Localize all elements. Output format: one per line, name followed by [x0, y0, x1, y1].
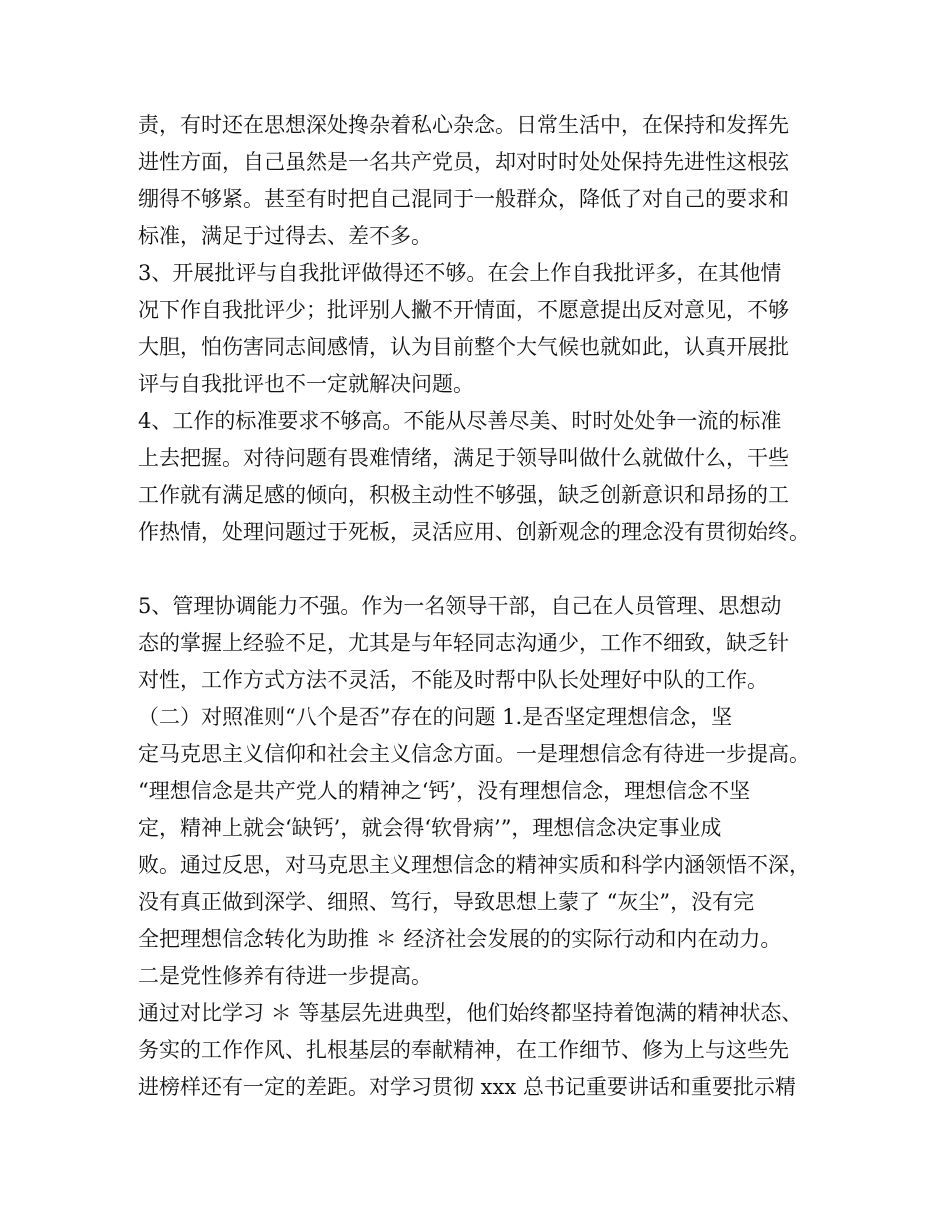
text-line: 况下作自我批评少；批评别人撇不开情面，不愿意提出反对意见，不够: [138, 298, 789, 322]
blank-line: [138, 551, 818, 588]
text-line: 绷得不够紧。甚至有时把自己混同于一般群众，降低了对自己的要求和: [138, 187, 789, 211]
text-line: 大胆，怕伤害同志间感情，认为目前整个大气候也就如此，认真开展批: [138, 335, 789, 359]
text-line: 进榜样还有一定的差距。对学习贯彻 xxx 总书记重要讲话和重要批示精: [138, 1075, 796, 1099]
text-line: 3、开展批评与自我批评做得还不够。在会上作自我批评多，在其他情: [138, 261, 782, 285]
text-line: 工作就有满足感的倾向，积极主动性不够强，缺乏创新意识和昂扬的工: [138, 483, 789, 507]
text-line: 5、管理协调能力不强。作为一名领导干部，自己在人员管理、思想动: [138, 594, 782, 618]
document-body: [138, 107, 818, 1106]
text-line: 4、工作的标准要求不够高。不能从尽善尽美、时时处处争一流的标准: [138, 409, 782, 433]
text-line: （二）对照准则“八个是否”存在的问题 1.是否坚定理想信念，坚: [138, 705, 733, 729]
text-line: “理想信念是共产党人的精神之‘钙’，没有理想信念，理想信念不坚: [138, 779, 751, 803]
text-line: 作热情，处理问题过于死板，灵活应用、创新观念的理念没有贯彻始终。: [138, 520, 810, 544]
text-line: 务实的工作作风、扎根基层的奉献精神，在工作细节、修为上与这些先: [138, 1038, 789, 1062]
text-line: 通过对比学习 ＊ 等基层先进典型，他们始终都坚持着饱满的精神状态、: [138, 1001, 803, 1025]
text-line: 责，有时还在思想深处搀杂着私心杂念。日常生活中，在保持和发挥先: [138, 113, 789, 137]
text-line: 对性，工作方式方法不灵活，不能及时帮中队长处理好中队的工作。: [138, 668, 768, 692]
text-line: 没有真正做到深学、细照、笃行，导致思想上蒙了 “灰尘”，没有完: [138, 890, 755, 914]
text-line: 标准，满足于过得去、差不多。: [138, 224, 432, 248]
text-line: 二是党性修养有待进一步提高。: [138, 964, 432, 988]
text-line: 上去把握。对待问题有畏难情绪，满足于领导叫做什么就做什么，干些: [138, 446, 789, 470]
text-line: 定马克思主义信仰和社会主义信念方面。一是理想信念有待进一步提高。: [138, 742, 810, 766]
text-line: 全把理想信念转化为助推 ＊ 经济社会发展的的实际行动和内在动力。: [138, 927, 782, 951]
text-line: 定，精神上就会‘缺钙’，就会得‘软骨病’”，理想信念决定事业成: [138, 816, 722, 840]
text-line: 评与自我批评也不一定就解决问题。: [138, 372, 474, 396]
text-line: 败。通过反思，对马克思主义理想信念的精神实质和科学内涵领悟不深，: [138, 853, 810, 877]
text-line: 态的掌握上经验不足，尤其是与年轻同志沟通少，工作不细致，缺乏针: [138, 631, 789, 655]
text-line: 进性方面，自己虽然是一名共产党员，却对时时处处保持先进性这根弦: [138, 150, 789, 174]
